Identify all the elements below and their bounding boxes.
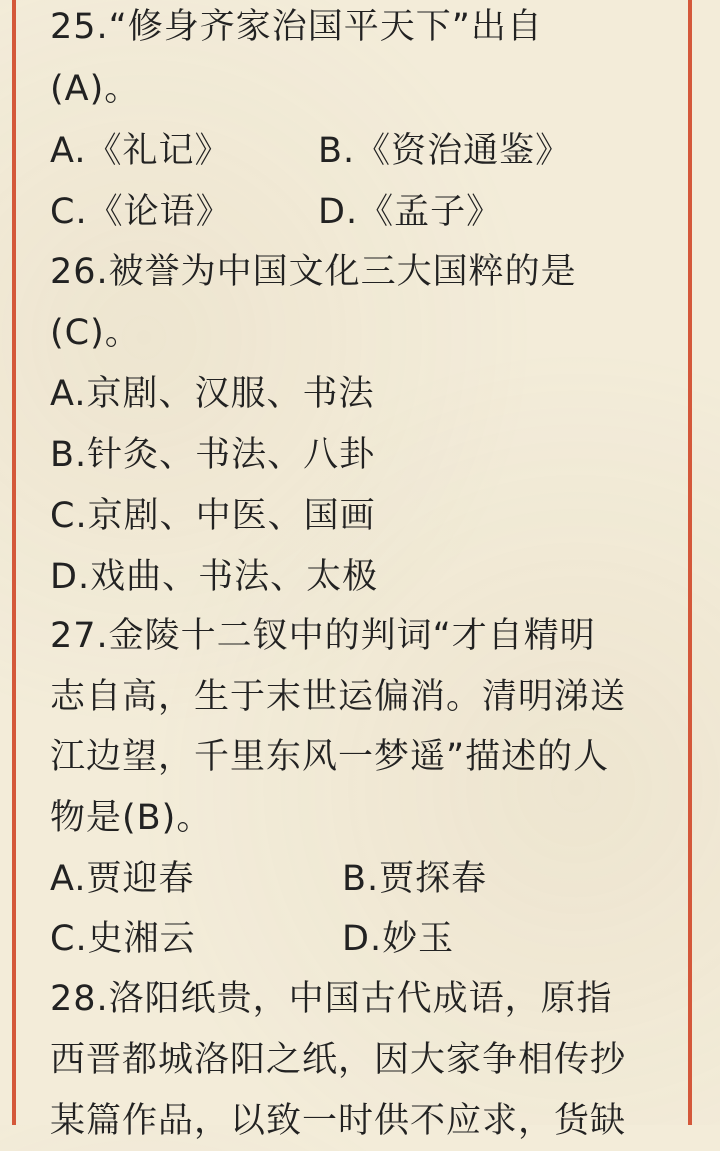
q25-option-d: D.《孟子》 <box>318 192 503 232</box>
q25-options-row2 <box>50 182 503 242</box>
q28-text-line1: 28.洛阳纸贵，中国古代成语，原指 <box>50 979 613 1019</box>
left-border <box>12 0 16 1125</box>
q27-option-b: B.贾探春 <box>342 859 488 899</box>
q27-text-line3: 江边望，千里东风一梦遥”描述的人 <box>50 737 610 777</box>
q27-text-line1: 27.金陵十二钗中的判词“才自精明 <box>50 616 596 656</box>
q28-text-line2: 西晋都城洛阳之纸，因大家争相传抄 <box>50 1040 627 1080</box>
q25-text: 25.“修身齐家治国平天下”出自 <box>50 7 543 47</box>
q26-option-c: C.京剧、中医、国画 <box>50 496 376 536</box>
q27-option-c: C.史湘云 <box>50 919 196 959</box>
q25-option-b: B.《资治通鉴》 <box>318 131 572 171</box>
q25-option-a: A.《礼记》 <box>50 131 231 171</box>
q26-option-b: B.针灸、书法、八卦 <box>50 435 376 475</box>
q25-options-row1 <box>50 121 572 181</box>
right-border <box>688 0 692 1125</box>
q27-options-row2 <box>50 909 455 969</box>
q25-option-c: C.《论语》 <box>50 192 232 232</box>
q26-option-a: A.京剧、汉服、书法 <box>50 374 375 414</box>
q27-option-d: D.妙玉 <box>342 919 455 959</box>
q26-text: 26.被誉为中国文化三大国粹的是 <box>50 252 577 292</box>
q27-option-a: A.贾迎春 <box>50 859 195 899</box>
q27-text-line2: 志自高，生于末世运偏消。清明涕送 <box>50 677 627 717</box>
q25-answer: (A)。 <box>50 69 141 109</box>
q27-options-row1 <box>50 849 488 909</box>
q27-answer: 物是(B)。 <box>50 798 213 838</box>
q28-text-line3: 某篇作品，以致一时供不应求，货缺 <box>50 1101 627 1141</box>
q26-answer: (C)。 <box>50 313 141 353</box>
q26-option-d: D.戏曲、书法、太极 <box>50 557 379 597</box>
